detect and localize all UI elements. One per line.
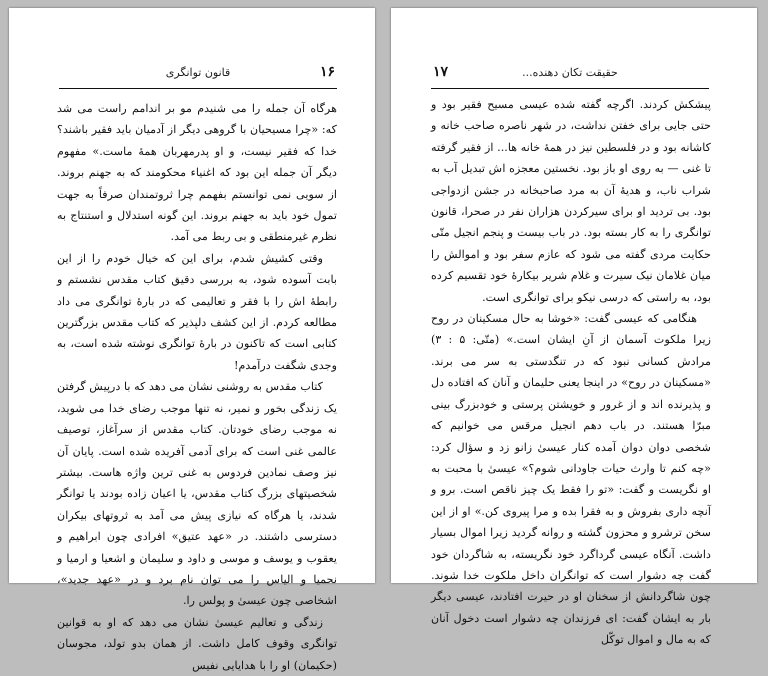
paragraph: پیشکش کردند. اگرچه گفته شده عیسی مسیح فقیر بود و حتی جایی برای خفتن نداشت، در شهر ناصره صاحب خانه و کاشانه بود و در فلسطین نیز در همهٔ خانه ها... از فقیر گرفته تا غنی — به روی او باز بود. نخستین معجزه اش تبدیل آب به شراب ناب، و هدیهٔ آن به مرد صاحبخانه در جشن ازدواجی بود. بی تردید او برای سیرکردن هزاران نفر در صحرا، قانون توانگری را به کار بسته بود. در باب بیست و پنجم انجیل متّی حکایت مردی گفته می شود که عازم سفر بود و اموالش را میان غلامان نیک سیرت و غلام شریر بیکارهٔ خود تقسیم کرده بود، به راستی که درسی نیکو برای توانگری است. [431, 98, 711, 304]
right-page-body [431, 94, 711, 651]
left-page-header [59, 62, 337, 89]
right-page [391, 8, 757, 647]
right-page-number: ۱۷ [433, 64, 449, 80]
paragraph: هنگامی که عیسی گفت: «خوشا به حال مسکینان در روح زیرا ملکوت آسمان از آنِ ایشان است.» (متّی: ۵ : ۳) مرادش کسانی نبود که در تنگدستی به سر می برند. «مسکینان در روح» در اینجا یعنی حلیمان و آنان که افتاده دل و پذیرنده اند و از غرور و خویشتن پرستی و خودبزرگ بینی مبرّا هستند. در باب دهم انجیل مرقس می خوانیم که شخصی دوان دوان آمده کنار عیسیٰ زانو زد و سؤال کرد: «چه کنم تا وارث حیات جاودانی شوم؟» عیسیٰ با محبت به او نگریست و گفت: «تو را فقط یک چیز ناقص است. برو و آنچه داری بفروش و به فقرا بده و مرا پیروی کن.» او از این سخن ترشرو و محزون گشته و روانه گردید زیرا اموال بسیار داشت. آنگاه عیسی گرداگرد خود نگریسته، به شاگردان خود گفت چه دشوار است که توانگران داخل ملکوت خدا شوند. چون شاگردانش از سخنان او در حیرت افتادند، عیسی دیگر بار به ایشان گفت: ای فرزندان چه دشوار است دخول آنان که به مال و اموال توکّل [431, 312, 711, 647]
left-page-number: ۱۶ [319, 64, 335, 80]
paragraph: وقتی کشیش شدم، برای این که خیال خودم را از این بابت آسوده شود، به بررسی دقیق کتاب مقدس نشستم و رابطهٔ اش را با فقر و تعالیمی که در بارهٔ توانگری می داد مطالعه کردم. از این کشف دلپذیر که کتاب مقدس بزرگترین کتابی است که تاکنون در بارهٔ توانگری نوشته شده است، به وجدی شگفت درآمدم! [57, 251, 337, 372]
right-page-header [431, 62, 709, 89]
left-page [9, 8, 375, 672]
paragraph: زندگی و تعالیم عیسیٰ نشان می دهد که او به قوانین توانگری وقوف کامل داشت. از همان بدو تولد، مجوسان (حکیمان) او را با هدایایی نفیس [57, 615, 337, 672]
paragraph: کتاب مقدس به روشنی نشان می دهد که با درپیش گرفتن یک زندگی بخور و نمیر، نه تنها موجب رضای خدا می شوید، نه موجب رضای خودتان. کتاب مقدس از سرآغاز، توصیف عالمی غنی است که برای آدمی آفریده شده است. پایان آن نیز وصف نمادین فردوس به غنی ترین واژه هاست. بیشتر شخصیتهای بزرگ کتاب مقدس، یا اعیان زاده بودند یا توانگر شدند، یا هرگاه که نیازی پیش می آمد به ثروتهای بیکران دسترسی داشتند. در «عهد عتیق» افرادی چون ابراهیم و یعقوب و یوسف و موسی و داود و سلیمان و اشعیا و ارمیا و نحمیا و الیاس را می توان نام برد و در «عهد جدید»، اشخاصی چون عیسیٰ و پولس را. [57, 380, 337, 608]
right-running-title: حقیقت تکان دهنده... [522, 66, 618, 79]
left-running-title: قانون توانگری [165, 66, 231, 79]
paragraph: هرگاه آن جمله را می شنیدم مو بر اندامم راست می شد که: «چرا مسیحیان با گروهی دیگر از آدمیان باید فقیر باشند؟ خدا که فقیر نیست، و او پدرمهربان همهٔ ماست.» مفهوم دیگر آن جمله این بود که اغنیاء محکومند که به جهنم بروند. از سویی نمی توانستم بفهمم چرا ثروتمندان صرفاً به جهت تمول خود باید به جهنم بروند. این گونه استدلال و استنتاج به نظرم غیرمنطقی و بی ربط می آمد. [57, 102, 337, 244]
left-page-body [57, 98, 337, 676]
